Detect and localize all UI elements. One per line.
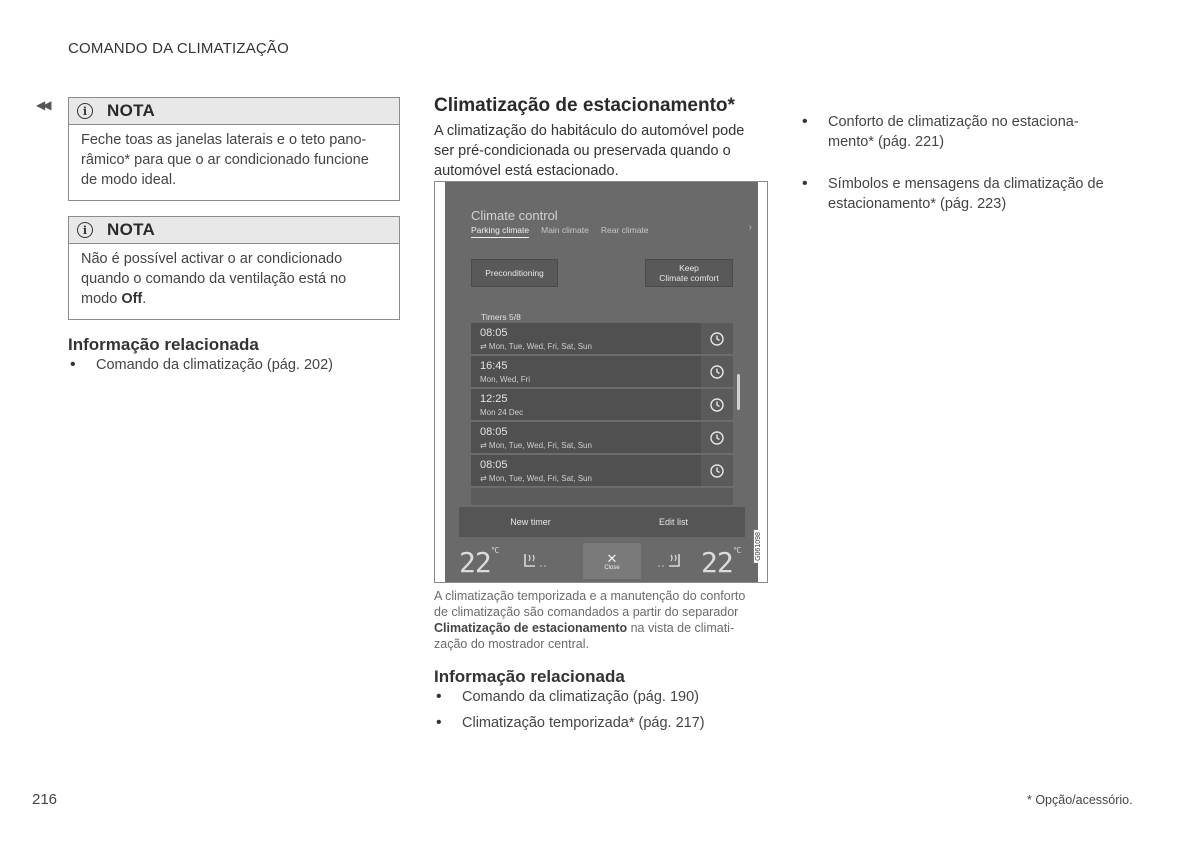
note-text (69, 244, 399, 319)
climate-bar (445, 544, 758, 580)
timer-time: 16:45 (480, 360, 508, 372)
timer-days: ⇄ Mon, Tue, Wed, Fri, Sat, Sun (480, 441, 592, 450)
figure-caption (434, 588, 770, 652)
edit-list-button[interactable]: Edit list (658, 517, 688, 527)
note-header (69, 98, 399, 125)
temp-right-value: 22 (701, 546, 733, 579)
note-text-bold: Off (121, 291, 143, 307)
related-link[interactable]: • Comando da climatização (pág. 202) (68, 355, 400, 375)
info-icon: i (77, 222, 93, 238)
caption-bold: Climatização de estacionamento (434, 621, 628, 635)
center-display-screen (445, 182, 758, 582)
related-info-heading-left: Informação relacionada (68, 335, 259, 354)
chevron-right-icon[interactable]: › (748, 222, 752, 233)
related-list-right (800, 96, 1120, 230)
seat-heat-right-icon[interactable] (657, 552, 683, 577)
timer-days: ⇄ Mon, Tue, Wed, Fri, Sat, Sun (480, 474, 592, 483)
close-label: Close (604, 564, 620, 571)
note-text-before: Não é possível activar o ar condicionado quando o comando da ventilação está no modo (81, 251, 347, 307)
timer-row[interactable] (471, 455, 733, 487)
temp-right[interactable] (701, 546, 740, 579)
info-icon: i (77, 103, 93, 119)
timer-time: 12:25 (480, 393, 508, 405)
seat-heat-left-icon[interactable] (521, 552, 547, 577)
keep-label: Keep (679, 263, 699, 273)
screen-tabs (471, 225, 649, 238)
note-box-1 (68, 97, 400, 201)
timer-time: 08:05 (480, 459, 508, 471)
climate-comfort-label: Climate comfort (659, 273, 719, 283)
timer-row[interactable] (471, 323, 733, 355)
close-icon: ✕ (606, 550, 618, 566)
page-header-title: COMANDO DA CLIMATIZAÇÃO (68, 40, 290, 57)
related-list-left (68, 355, 400, 375)
timer-clock-icon[interactable] (701, 389, 733, 420)
note-text-after: . (142, 291, 147, 307)
timer-clock-icon[interactable] (701, 356, 733, 387)
note-header (69, 217, 399, 244)
temp-left-value: 22 (459, 546, 491, 579)
timer-days: Mon, Wed, Fri (480, 375, 531, 384)
timer-days: ⇄ Mon, Tue, Wed, Fri, Sat, Sun (480, 342, 592, 351)
timer-time: 08:05 (480, 327, 508, 339)
keep-climate-comfort-button[interactable] (645, 259, 733, 287)
related-link[interactable]: • Comando da climatização (pág. 190) (434, 687, 770, 707)
temp-unit: °C (732, 546, 741, 555)
footnote: * Opção/acessório. (1027, 793, 1133, 807)
figure-code: G061098 (755, 532, 763, 561)
timer-row[interactable] (471, 422, 733, 454)
new-timer-button[interactable]: New timer (510, 517, 551, 527)
timer-row-partial (471, 488, 733, 506)
note-text: Feche toas as janelas laterais e o teto pano- râmico* para que o ar condicionado funcione de modo ideal. (81, 132, 369, 188)
related-link[interactable]: • Conforto de climatização no estaciona- mento* (pág. 221) (800, 112, 1120, 152)
related-link[interactable]: • Símbolos e mensagens da climatização de estacionamento* (pág. 223) (800, 174, 1120, 214)
preconditioning-button[interactable]: Preconditioning (471, 259, 558, 287)
screen-title: Climate control (471, 208, 558, 223)
timer-actions-bar (459, 507, 745, 537)
back-arrows-icon[interactable]: ◀◀ (36, 98, 49, 112)
timers-count: Timers 5/8 (481, 312, 521, 322)
caption-before: A climatização temporizada e a manutenção do conforto de climatização são comandados a partir do separador (434, 589, 746, 619)
close-button[interactable] (583, 543, 641, 579)
timer-time: 08:05 (480, 426, 508, 438)
caption-after: na vista de climati- zação do mostrador central. (434, 621, 735, 651)
timer-clock-icon[interactable] (701, 323, 733, 354)
timer-row[interactable] (471, 356, 733, 388)
timer-row[interactable] (471, 389, 733, 421)
timer-clock-icon[interactable] (701, 455, 733, 486)
temp-left[interactable] (459, 546, 498, 579)
related-link[interactable]: • Climatização temporizada* (pág. 217) (434, 713, 770, 733)
related-list-mid (434, 687, 770, 733)
timer-days: Mon 24 Dec (480, 408, 524, 417)
note-label: NOTA (107, 220, 156, 239)
tab-main-climate[interactable]: Main climate (541, 225, 589, 235)
temp-unit: °C (490, 546, 499, 555)
note-box-2 (68, 216, 400, 320)
tab-rear-climate[interactable]: Rear climate (600, 225, 649, 235)
section-intro: A climatização do habitáculo do automóvel pode ser pré-condicionada ou preservada quando o automóvel está estacionado. (434, 123, 745, 179)
note-label: NOTA (107, 101, 156, 120)
scrollbar-thumb[interactable] (737, 374, 740, 410)
climate-screen-figure (434, 181, 768, 583)
page-number: 216 (32, 791, 58, 808)
timer-clock-icon[interactable] (701, 422, 733, 453)
tab-parking-climate[interactable]: Parking climate (471, 225, 529, 238)
related-info-heading-mid: Informação relacionada (434, 667, 625, 686)
section-title: Climatização de estacionamento* (434, 95, 735, 116)
